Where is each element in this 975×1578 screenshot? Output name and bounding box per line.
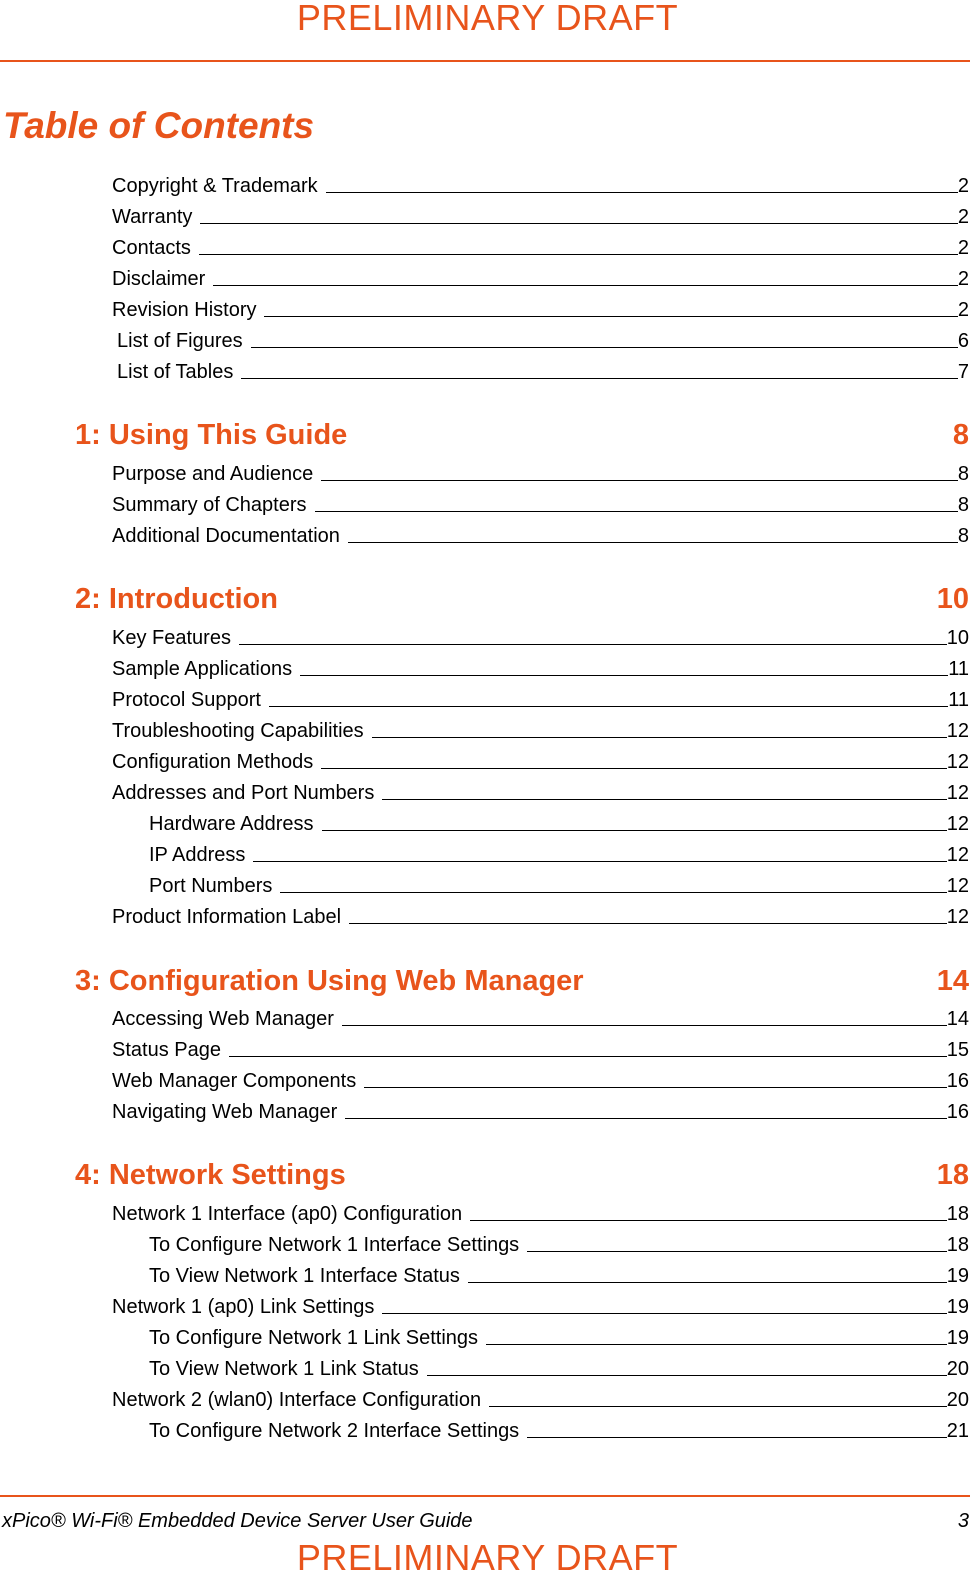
toc-subentry[interactable] bbox=[149, 1264, 969, 1288]
toc-entry-page: 20 bbox=[946, 1358, 969, 1380]
toc-entry-title: Product Information Label bbox=[112, 906, 342, 928]
toc-entry[interactable] bbox=[112, 1295, 969, 1319]
toc-entry-title: Protocol Support bbox=[112, 689, 261, 711]
toc-leader bbox=[349, 923, 947, 924]
toc-entry-title: List of Figures bbox=[117, 330, 243, 352]
toc-entry-title: Accessing Web Manager bbox=[112, 1008, 334, 1030]
toc-entry[interactable] bbox=[112, 750, 969, 774]
toc-entry-page: 18 bbox=[946, 1203, 969, 1225]
toc-entry-title: Additional Documentation bbox=[112, 525, 340, 547]
draft-watermark-top: PRELIMINARY DRAFT bbox=[296, 0, 679, 38]
toc-leader bbox=[241, 378, 958, 379]
toc-entry-title: IP Address bbox=[149, 844, 246, 866]
toc-entry-revision-history[interactable] bbox=[112, 298, 969, 322]
toc-entry-page: 19 bbox=[946, 1296, 969, 1318]
toc-leader bbox=[315, 511, 958, 512]
toc-entry-page: 12 bbox=[946, 720, 969, 742]
toc-leader bbox=[470, 1220, 947, 1221]
toc-entry-title: Troubleshooting Capabilities bbox=[112, 720, 364, 742]
draft-watermark-bottom: PRELIMINARY DRAFT bbox=[296, 1537, 679, 1578]
toc-leader bbox=[200, 223, 957, 224]
toc-leader bbox=[253, 861, 946, 862]
toc-entry-title: Key Features bbox=[112, 627, 231, 649]
toc-leader bbox=[199, 254, 958, 255]
toc-leader bbox=[269, 706, 948, 707]
toc-entry-page: 12 bbox=[946, 813, 969, 835]
toc-leader bbox=[321, 768, 947, 769]
toc-entry-title: Navigating Web Manager bbox=[112, 1101, 338, 1123]
chapter-page: 14 bbox=[936, 965, 969, 997]
footer-document-title: xPico® Wi-Fi® Embedded Device Server User Guide bbox=[2, 1510, 473, 1532]
toc-entry-page: 6 bbox=[957, 330, 969, 352]
toc-entry-page: 2 bbox=[957, 268, 969, 290]
toc-entry-title: Warranty bbox=[112, 206, 193, 228]
toc-subentry[interactable] bbox=[149, 1419, 969, 1443]
chapter-heading-3[interactable] bbox=[75, 964, 969, 998]
footer-page-number: 3 bbox=[957, 1510, 969, 1532]
toc-entry[interactable] bbox=[112, 1202, 969, 1226]
toc-entry-page: 8 bbox=[957, 494, 969, 516]
toc-entry[interactable] bbox=[112, 493, 969, 517]
chapter-title: 2: Introduction bbox=[75, 583, 278, 615]
toc-entry-page: 12 bbox=[946, 875, 969, 897]
page-title: Table of Contents bbox=[3, 105, 315, 146]
toc-leader bbox=[321, 480, 958, 481]
toc-leader bbox=[342, 1025, 947, 1026]
toc-entry-title: Copyright & Trademark bbox=[112, 175, 318, 197]
toc-entry[interactable] bbox=[112, 626, 969, 650]
toc-entry-title: To Configure Network 1 Link Settings bbox=[149, 1327, 479, 1349]
toc-entry[interactable] bbox=[112, 1388, 969, 1412]
toc-entry-page: 11 bbox=[948, 689, 969, 711]
toc-entry-title: Hardware Address bbox=[149, 813, 314, 835]
toc-entry-page: 2 bbox=[957, 175, 969, 197]
toc-entry-title: To View Network 1 Interface Status bbox=[149, 1265, 460, 1287]
toc-entry-title: List of Tables bbox=[117, 361, 234, 383]
toc-entry-title: Addresses and Port Numbers bbox=[112, 782, 375, 804]
toc-leader bbox=[239, 644, 947, 645]
footer-rule bbox=[0, 1495, 970, 1497]
toc-entry-page: 16 bbox=[946, 1070, 969, 1092]
toc-entry-page: 20 bbox=[946, 1389, 969, 1411]
toc-entry[interactable] bbox=[112, 688, 969, 712]
toc-leader bbox=[264, 316, 957, 317]
toc-leader bbox=[468, 1282, 947, 1283]
toc-subentry[interactable] bbox=[149, 874, 969, 898]
toc-entry[interactable] bbox=[112, 781, 969, 805]
toc-leader bbox=[382, 799, 946, 800]
toc-leader bbox=[251, 347, 958, 348]
toc-entry-page: 12 bbox=[946, 906, 969, 928]
toc-entry-copyright[interactable] bbox=[112, 174, 969, 198]
toc-entry-title: To View Network 1 Link Status bbox=[149, 1358, 419, 1380]
chapter-heading-2[interactable] bbox=[75, 582, 969, 616]
toc-leader bbox=[527, 1437, 947, 1438]
toc-entry-page: 8 bbox=[957, 525, 969, 547]
toc-subentry[interactable] bbox=[149, 1357, 969, 1381]
toc-entry-page: 2 bbox=[957, 206, 969, 228]
toc-leader bbox=[527, 1251, 947, 1252]
chapter-page: 18 bbox=[936, 1159, 969, 1191]
toc-leader bbox=[213, 285, 958, 286]
toc-leader bbox=[300, 675, 948, 676]
toc-entry-title: Contacts bbox=[112, 237, 191, 259]
chapter-heading-4[interactable] bbox=[75, 1158, 969, 1192]
toc-entry[interactable] bbox=[112, 1100, 969, 1124]
toc-entry[interactable] bbox=[112, 905, 969, 929]
toc-entry-page: 14 bbox=[946, 1008, 969, 1030]
toc-entry-title: Network 2 (wlan0) Interface Configuration bbox=[112, 1389, 482, 1411]
header-rule bbox=[0, 60, 970, 62]
toc-entry-title: Summary of Chapters bbox=[112, 494, 307, 516]
toc-entry-page: 19 bbox=[946, 1327, 969, 1349]
toc-leader bbox=[489, 1406, 947, 1407]
toc-entry-page: 2 bbox=[957, 237, 969, 259]
toc-subentry[interactable] bbox=[149, 812, 969, 836]
toc-subentry[interactable] bbox=[149, 1233, 969, 1257]
toc-entry[interactable] bbox=[112, 657, 969, 681]
chapter-title: 1: Using This Guide bbox=[75, 419, 348, 451]
toc-subentry[interactable] bbox=[149, 1326, 969, 1350]
toc-leader bbox=[372, 737, 947, 738]
toc-leader bbox=[322, 830, 947, 831]
toc-leader bbox=[229, 1056, 947, 1057]
chapter-heading-1[interactable] bbox=[75, 418, 969, 452]
toc-entry-title: Configuration Methods bbox=[112, 751, 314, 773]
chapter-page: 10 bbox=[936, 583, 969, 615]
toc-leader bbox=[364, 1087, 947, 1088]
toc-leader bbox=[382, 1313, 946, 1314]
toc-entry-page: 2 bbox=[957, 299, 969, 321]
toc-entry-title: Network 1 (ap0) Link Settings bbox=[112, 1296, 375, 1318]
toc-entry-page: 12 bbox=[946, 782, 969, 804]
toc-entry-title: Purpose and Audience bbox=[112, 463, 314, 485]
toc-subentry[interactable] bbox=[149, 843, 969, 867]
toc-entry-page: 7 bbox=[957, 361, 969, 383]
toc-entry[interactable] bbox=[112, 1007, 969, 1031]
toc-entry-page: 12 bbox=[946, 751, 969, 773]
toc-entry-title: Revision History bbox=[112, 299, 257, 321]
toc-entry-page: 10 bbox=[946, 627, 969, 649]
toc-entry-page: 18 bbox=[946, 1234, 969, 1256]
toc-entry-disclaimer[interactable] bbox=[112, 267, 969, 291]
toc-entry-title: Sample Applications bbox=[112, 658, 293, 680]
toc-entry[interactable] bbox=[112, 1069, 969, 1093]
toc-entry-title: Status Page bbox=[112, 1039, 221, 1061]
toc-entry-list-of-figures[interactable] bbox=[117, 329, 969, 353]
toc-leader bbox=[345, 1118, 946, 1119]
toc-leader bbox=[427, 1375, 947, 1376]
toc-entry-contacts[interactable] bbox=[112, 236, 969, 260]
toc-entry-warranty[interactable] bbox=[112, 205, 969, 229]
toc-entry-title: Network 1 Interface (ap0) Configuration bbox=[112, 1203, 463, 1225]
toc-entry-title: Port Numbers bbox=[149, 875, 273, 897]
toc-entry-page: 8 bbox=[957, 463, 969, 485]
toc-leader bbox=[348, 542, 958, 543]
toc-entry-page: 19 bbox=[946, 1265, 969, 1287]
toc-leader bbox=[326, 192, 958, 193]
chapter-title: 3: Configuration Using Web Manager bbox=[75, 965, 584, 997]
chapter-title: 4: Network Settings bbox=[75, 1159, 346, 1191]
toc-entry[interactable] bbox=[112, 462, 969, 486]
toc-entry-title: To Configure Network 1 Interface Settings bbox=[149, 1234, 520, 1256]
toc-entry-page: 15 bbox=[946, 1039, 969, 1061]
chapter-page: 8 bbox=[952, 419, 969, 451]
toc-entry-title: Web Manager Components bbox=[112, 1070, 357, 1092]
toc-entry-page: 12 bbox=[946, 844, 969, 866]
toc-entry-title: Disclaimer bbox=[112, 268, 206, 290]
toc-entry-page: 11 bbox=[948, 658, 969, 680]
toc-leader bbox=[486, 1344, 947, 1345]
toc-entry-page: 21 bbox=[946, 1420, 969, 1442]
toc-leader bbox=[280, 892, 946, 893]
toc-entry[interactable] bbox=[112, 719, 969, 743]
toc-entry[interactable] bbox=[112, 1038, 969, 1062]
toc-entry[interactable] bbox=[112, 524, 969, 548]
toc-entry-list-of-tables[interactable] bbox=[117, 360, 969, 384]
toc-entry-page: 16 bbox=[946, 1101, 969, 1123]
toc-entry-title: To Configure Network 2 Interface Settings bbox=[149, 1420, 520, 1442]
